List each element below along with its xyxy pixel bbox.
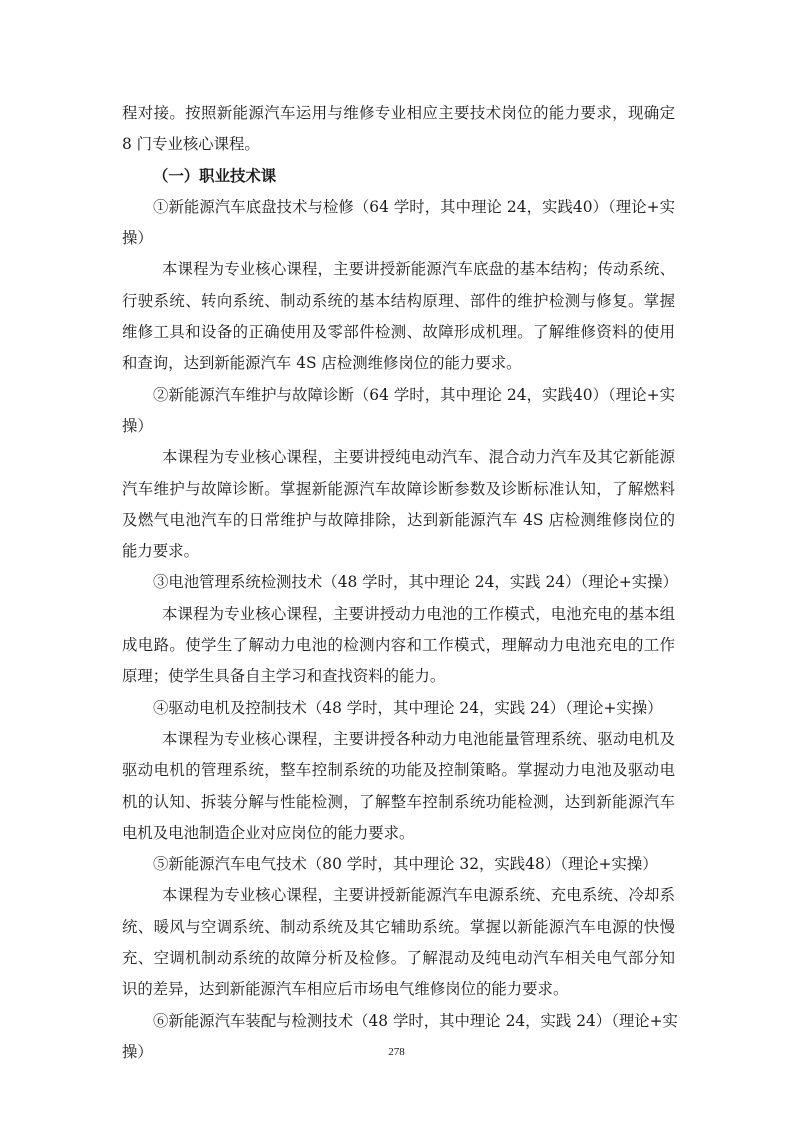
course-4-desc-line: 驱动电机的管理系统，整车控制系统的功能及控制策略。掌握动力电池及驱动电 bbox=[122, 761, 675, 780]
course-2-desc-line: 汽车维护与故障诊断。掌握新能源汽车故障诊断参数及诊断标准认知，了解燃料 bbox=[122, 479, 675, 498]
course-1-desc-line: 和查询，达到新能源汽车 4S 店检测维修岗位的能力要求。 bbox=[122, 354, 522, 373]
course-3-desc-line: 成电路。使学生了解动力电池的检测内容和工作模式，理解动力电池充电的工作 bbox=[122, 636, 675, 655]
course-1-title: ①新能源汽车底盘技术与检修（64 学时，其中理论 24，实践40）（理论+实 bbox=[153, 197, 675, 216]
course-3-title: ③电池管理系统检测技术（48 学时，其中理论 24，实践 24）（理论+实操） bbox=[153, 573, 678, 592]
course-2-desc-line: 及燃气电池汽车的日常维护与故障排除，达到新能源汽车 4S 店检测维修岗位的 bbox=[122, 510, 675, 529]
course-4-desc-line: 电机及电池制造企业对应岗位的能力要求。 bbox=[122, 823, 415, 842]
course-3-desc-line: 本课程为专业核心课程，主要讲授动力电池的工作模式，电池充电的基本组 bbox=[162, 604, 675, 623]
course-5-title: ⑤新能源汽车电气技术（80 学时，其中理论 32，实践48）（理论+实操） bbox=[153, 855, 658, 874]
course-3-desc-line: 原理；使学生具备自主学习和查找资料的能力。 bbox=[122, 667, 446, 686]
page-number: 278 bbox=[388, 1046, 405, 1058]
course-6-title: ⑥新能源汽车装配与检测技术（48 学时，其中理论 24，实践 24）（理论+实 bbox=[153, 1011, 678, 1030]
intro-line-1: 程对接。按照新能源汽车运用与维修专业相应主要技术岗位的能力要求，现确定 bbox=[122, 104, 675, 122]
course-5-desc-line: 充、空调机制动系统的故障分析及检修。了解混动及纯电动汽车相关电气部分知 bbox=[122, 949, 675, 968]
course-4-title: ④驱动电机及控制技术（48 学时，其中理论 24，实践 24）（理论+实操） bbox=[153, 698, 663, 717]
course-2-title-cont: 操） bbox=[122, 416, 153, 435]
course-1-title-cont: 操） bbox=[122, 229, 153, 248]
course-4-desc-line: 本课程为专业核心课程，主要讲授各种动力电池能量管理系统、驱动电机及 bbox=[162, 729, 675, 748]
course-1-desc-line: 行驶系统、转向系统、制动系统的基本结构原理、部件的维护检测与修复。掌握 bbox=[122, 291, 675, 310]
course-2-desc-line: 能力要求。 bbox=[122, 542, 199, 561]
course-6-title-cont: 操） bbox=[122, 1042, 153, 1061]
course-5-desc-line: 本课程为专业核心课程，主要讲授新能源汽车电源系统、充电系统、冷却系 bbox=[162, 886, 675, 905]
course-5-desc-line: 统、暖风与空调系统、制动系统及其它辅助系统。掌握以新能源汽车电源的快慢 bbox=[122, 917, 675, 936]
course-4-desc-line: 机的认知、拆装分解与性能检测，了解整车控制系统功能检测，达到新能源汽车 bbox=[122, 792, 675, 811]
course-2-title: ②新能源汽车维护与故障诊断（64 学时，其中理论 24，实践40）（理论+实 bbox=[153, 385, 675, 404]
document-body bbox=[122, 98, 678, 1068]
intro-line-2: 8 门专业核心课程。 bbox=[122, 135, 260, 154]
course-1-desc-line: 本课程为专业核心课程，主要讲授新能源汽车底盘的基本结构；传动系统、 bbox=[162, 260, 675, 279]
course-1-desc-line: 维修工具和设备的正确使用及零部件检测、故障形成机理。了解维修资料的使用 bbox=[122, 323, 675, 342]
section-heading: （一）职业技术课 bbox=[153, 166, 277, 185]
course-2-desc-line: 本课程为专业核心课程，主要讲授纯电动汽车、混合动力汽车及其它新能源 bbox=[162, 448, 675, 467]
course-5-desc-line: 识的差异，达到新能源汽车相应后市场电气维修岗位的能力要求。 bbox=[122, 980, 569, 999]
